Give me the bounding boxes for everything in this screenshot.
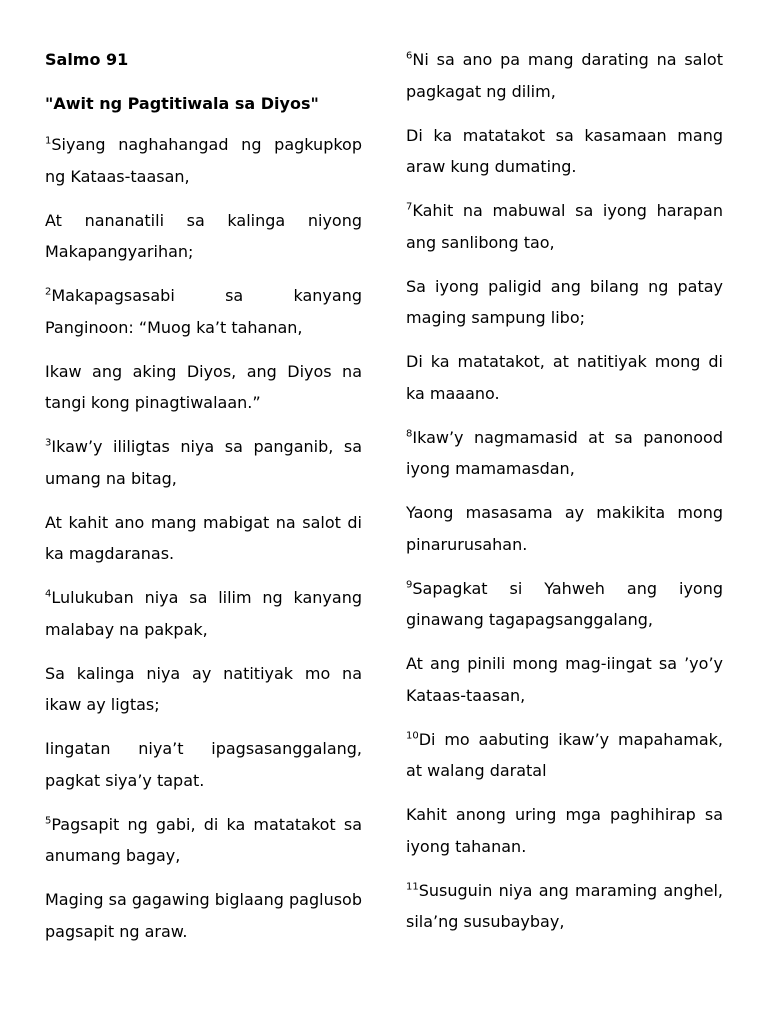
verse-paragraph xyxy=(406,120,723,183)
verse-text: At kahit ano mang mabigat na salot di ka magdaranas. xyxy=(45,512,362,563)
verse-paragraph xyxy=(406,799,723,862)
verse-number: 8 xyxy=(406,428,413,440)
right-verses xyxy=(406,44,723,938)
verse-text: Sa kalinga niya ay natitiyak mo na ikaw ay ligtas; xyxy=(45,663,362,714)
psalm-subtitle: "Awit ng Pagtitiwala sa Diyos" xyxy=(45,94,319,113)
verse-text: Ikaw’y nagmamasid at sa panonood iyong mamamasdan, xyxy=(406,427,723,478)
verse-text: Sa iyong paligid ang bilang ng patay maging sampung libo; xyxy=(406,276,723,327)
verse-text: Siyang naghahangad ng pagkupkop ng Kataas-taasan, xyxy=(45,135,362,186)
verse-number: 4 xyxy=(45,588,52,600)
verse-number: 1 xyxy=(45,135,52,147)
verse-paragraph xyxy=(45,280,362,343)
verse-text: Ikaw ang aking Diyos, ang Diyos na tangi kong pinagtiwalaan.” xyxy=(45,361,362,412)
verse-paragraph xyxy=(45,733,362,796)
verse-paragraph xyxy=(45,205,362,268)
verse-text: Di mo aabuting ikaw’y mapahamak, at walang daratal xyxy=(406,729,723,780)
verse-number: 6 xyxy=(406,50,413,62)
verse-paragraph xyxy=(406,346,723,409)
verse-number: 5 xyxy=(45,815,52,827)
verse-paragraph xyxy=(406,44,723,107)
verse-paragraph xyxy=(406,422,723,485)
verse-text: Maging sa gagawing biglaang paglusob pagsapit ng araw. xyxy=(45,890,362,941)
verse-number: 9 xyxy=(406,579,413,591)
verse-paragraph xyxy=(45,884,362,947)
verse-text: At ang pinili mong mag-iingat sa ’yo’y Kataas-taasan, xyxy=(406,654,723,705)
psalm-title: Salmo 91 xyxy=(45,50,129,69)
verse-text: Yaong masasama ay makikita mong pinarurusahan. xyxy=(406,503,723,554)
verse-paragraph xyxy=(406,271,723,334)
verse-number: 7 xyxy=(406,201,413,213)
verse-text: Pagsapit ng gabi, di ka matatakot sa anumang bagay, xyxy=(45,814,362,865)
verse-text: Lulukuban niya sa lilim ng kanyang malabay na pakpak, xyxy=(45,588,362,639)
verse-paragraph xyxy=(45,658,362,721)
verse-paragraph xyxy=(45,129,362,192)
verse-text: Susuguin niya ang maraming anghel, sila’ng susubaybay, xyxy=(406,880,723,931)
verse-paragraph xyxy=(406,497,723,560)
verse-text: Makapagsasabi sa kanyang Panginoon: “Muog ka’t tahanan, xyxy=(45,286,362,337)
verse-text: Di ka matatakot, at natitiyak mong di ka maaano. xyxy=(406,352,723,403)
verse-text: At nananatili sa kalinga niyong Makapangyarihan; xyxy=(45,210,362,261)
verse-text: Sapagkat si Yahweh ang iyong ginawang tagapagsanggalang, xyxy=(406,578,723,629)
verse-number: 10 xyxy=(406,730,419,742)
left-column xyxy=(45,44,362,960)
verse-number: 3 xyxy=(45,437,52,449)
verse-text: Ni sa ano pa mang darating na salot pagkagat ng dilim, xyxy=(406,50,723,101)
verse-paragraph xyxy=(45,356,362,419)
verse-text: Ikaw’y ililigtas niya sa panganib, sa umang na bitag, xyxy=(45,437,362,488)
verse-text: Iingatan niya’t ipagsasanggalang, pagkat siya’y tapat. xyxy=(45,739,362,790)
verse-paragraph xyxy=(406,875,723,938)
verse-paragraph xyxy=(45,582,362,645)
verse-text: Kahit anong uring mga paghihirap sa iyong tahanan. xyxy=(406,805,723,856)
verse-paragraph xyxy=(45,507,362,570)
verse-paragraph xyxy=(406,648,723,711)
left-verses xyxy=(45,129,362,947)
verse-paragraph xyxy=(406,573,723,636)
verse-paragraph xyxy=(406,195,723,258)
verse-text: Kahit na mabuwal sa iyong harapan ang sanlibong tao, xyxy=(406,201,723,252)
verse-text: Di ka matatakot sa kasamaan mang araw kung dumating. xyxy=(406,125,723,176)
verse-number: 2 xyxy=(45,286,52,298)
verse-paragraph xyxy=(45,809,362,872)
verse-number: 11 xyxy=(406,881,419,893)
verse-paragraph xyxy=(406,724,723,787)
right-column xyxy=(406,44,723,950)
verse-paragraph xyxy=(45,431,362,494)
